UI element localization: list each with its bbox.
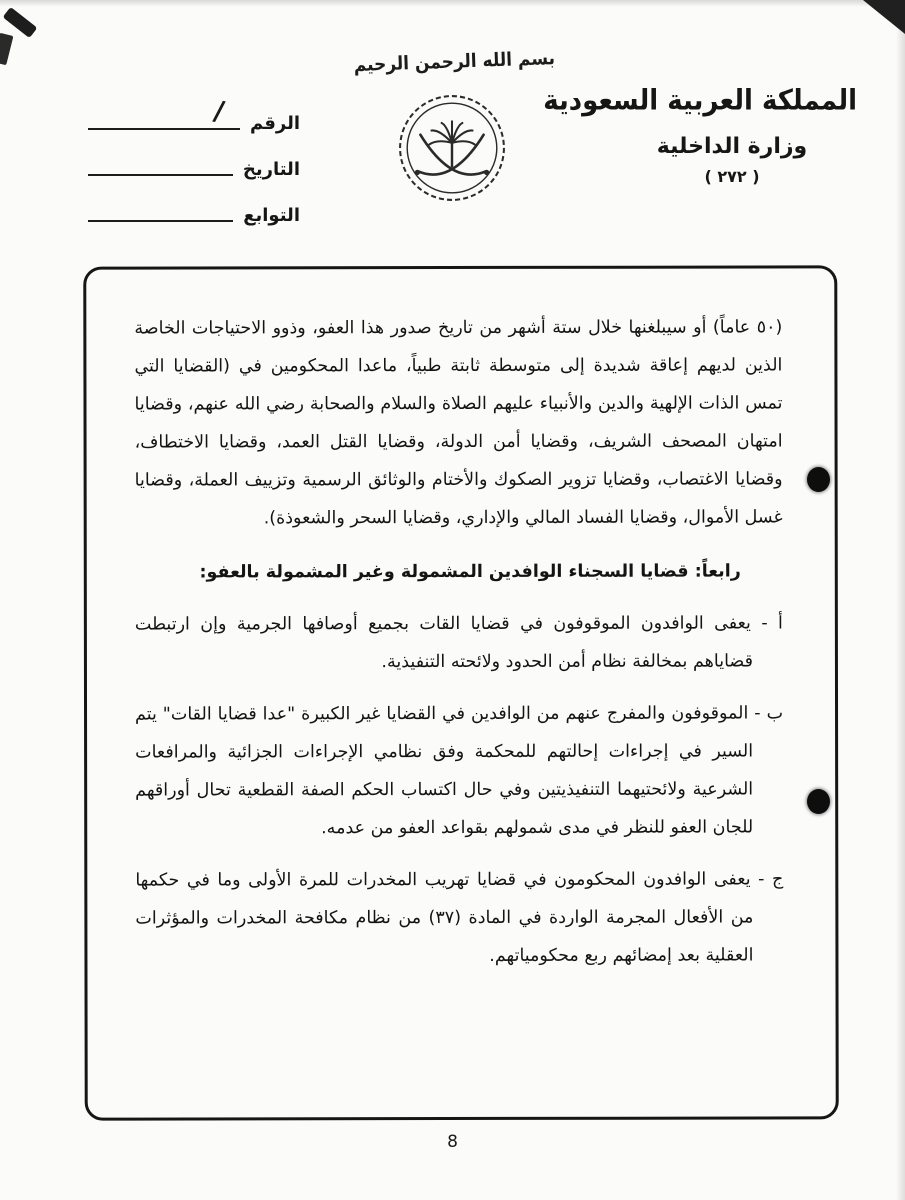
scan-edge-right xyxy=(896,0,905,1200)
list-item-a: أ - يعفى الوافدون الموقوفون في قضايا القات بجميع أوصافها الجرمية وإن ارتبطت قضاياهم بمخالفة نظام أمن الحدود ولائحته التنفيذية. xyxy=(134,613,783,673)
scan-artifact-top-left-2 xyxy=(0,33,13,65)
scan-artifact-top-left xyxy=(3,7,38,38)
page-number: 8 xyxy=(447,1132,458,1152)
field-number-line xyxy=(88,128,240,130)
scan-artifact-top-right xyxy=(863,0,905,34)
document-text xyxy=(86,268,835,995)
ministry-title: وزارة الداخلية xyxy=(656,134,808,159)
scan-edge-top xyxy=(0,0,905,7)
field-date-label: التاريخ xyxy=(242,159,300,180)
letterhead-fields xyxy=(88,95,300,242)
field-attachments-label: التوابع xyxy=(243,205,300,226)
letterhead-header xyxy=(543,84,857,186)
list-item-b: ب - الموقوفون والمفرج عنهم من الوافدين في القضايا غير الكبيرة "عدا قضايا القات" يتم السير في إجراءات إحالتهم للمحكمة وفق نظامي الإجراءات الجزائية والمرافعات الشرعية ولائحتيهما التنفيذيتين وفي حال اكتساب الحكم الصفة القطعية تحال أوراقهم للجان العفو للنظر في مدى شمولهم بقواعد العفو من عدمه. xyxy=(135,703,784,839)
field-row-attachments xyxy=(88,196,300,226)
hole-punch-dot-2 xyxy=(807,789,830,814)
field-row-date xyxy=(88,150,300,180)
paragraph-continuation: (٥٠ عاماً) أو سيبلغنها خلال ستة أشهر من تاريخ صدور هذا العفو، وذوو الاحتياجات الخاصة الذين لديهم إعاقة شديدة إلى متوسطة ثابتة طبياً، ماعدا المحكومين في (القضايا التي تمس الذات الإلهية والدين والأنبياء عليهم الصلاة والسلام والصحابة رضي الله عنهم، وقضايا امتهان المصحف الشريف، وقضايا أمن الدولة، وقضايا القتل العمد، وقضايا الاختطاف، وقضايا الاغتصاب، وقضايا تزوير الصكوك والأختام والوثائق الرسمية وتزييف العملة، وقضايا غسل الأموال، وقضايا الفساد المالي والإداري، وقضايا السحر والشعوذة). xyxy=(134,317,783,529)
saudi-emblem-icon xyxy=(396,92,508,204)
field-date-line xyxy=(88,174,233,176)
field-attachments-line xyxy=(88,220,233,222)
slash-mark: / xyxy=(211,95,227,128)
bismillah-calligraphy: بسم الله الرحمن الرحيم xyxy=(353,47,556,77)
kingdom-title: المملكة العربية السعودية xyxy=(543,84,857,118)
field-row-number xyxy=(88,104,300,134)
document-body-frame xyxy=(83,265,838,1120)
section-heading-fourth: رابعاً: قضايا السجناء الوافدين المشمولة وغير المشمولة بالعفو: xyxy=(199,561,741,583)
list-item-c: ج - يعفى الوافدون المحكومون في قضايا تهريب المخدرات للمرة الأولى وما في حكمها من الأفعال المجرمة الواردة في المادة (٣٧) من نظام مكافحة المخدرات والمؤثرات العقلية بعد إمضائهم ربع محكومياتهم. xyxy=(135,869,784,966)
field-number-label: الرقم xyxy=(249,113,300,134)
hole-punch-dot-1 xyxy=(807,467,830,492)
ministry-number-badge: ( ٢٧٢ ) xyxy=(704,167,760,186)
